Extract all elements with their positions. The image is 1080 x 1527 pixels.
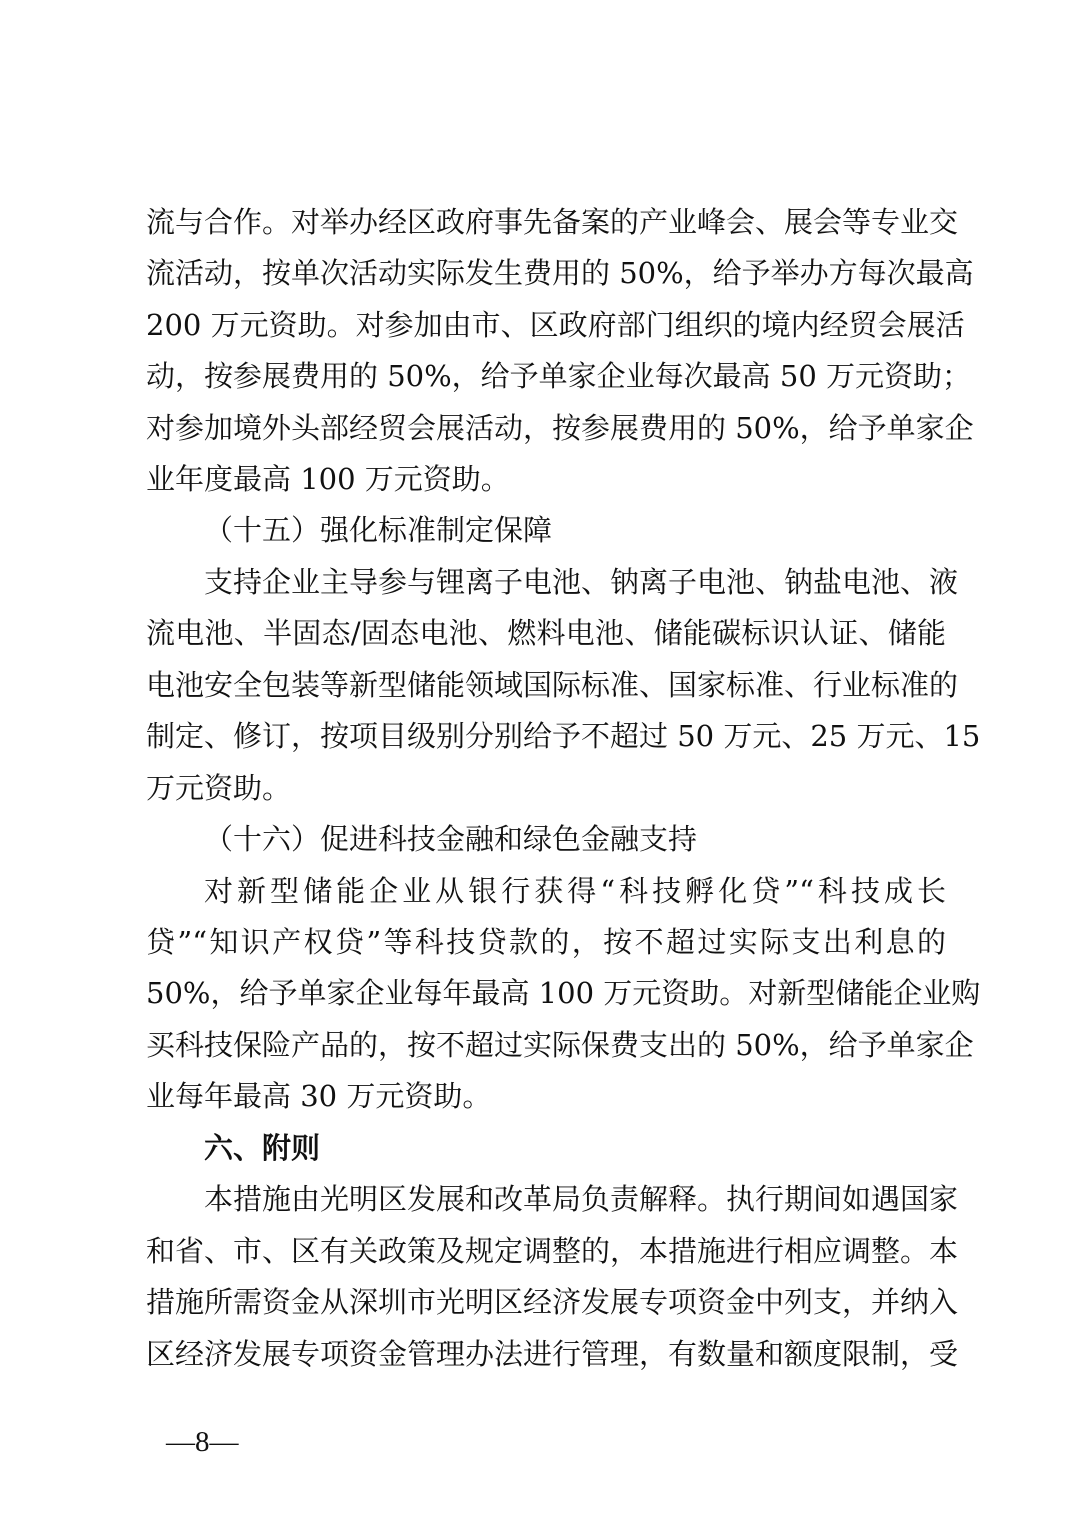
body-text-line: 50%，给予单家企业每年最高 100 万元资助。对新型储能企业购 — [146, 976, 981, 1010]
section-heading-16: （十六）促进科技金融和绿色金融支持 — [204, 822, 698, 856]
body-text-line: 200 万元资助。对参加由市、区政府部门组织的境内经贸会展活 — [146, 308, 965, 342]
body-text-line: 制定、修订，按项目级别分别给予不超过 50 万元、25 万元、15 — [146, 719, 981, 753]
page-number: —8— — [166, 1426, 239, 1458]
body-text-line: 业年度最高 100 万元资助。 — [146, 462, 510, 496]
body-text-line: 买科技保险产品的，按不超过实际保费支出的 50%，给予单家企 — [146, 1028, 974, 1062]
chapter-heading-appendix: 六、附则 — [204, 1131, 321, 1165]
body-text-line: 支持企业主导参与锂离子电池、钠离子电池、钠盐电池、液 — [204, 565, 959, 599]
body-text-line: 流与合作。对举办经区政府事先备案的产业峰会、展会等专业交 — [146, 205, 959, 239]
body-text-line: 流电池、半固态/固态电池、燃料电池、储能碳标识认证、储能 — [146, 616, 946, 650]
body-text-line: 业每年最高 30 万元资助。 — [146, 1079, 492, 1113]
body-text-line: 措施所需资金从深圳市光明区经济发展专项资金中列支，并纳入 — [146, 1285, 959, 1319]
body-text-line: 本措施由光明区发展和改革局负责解释。执行期间如遇国家 — [204, 1182, 959, 1216]
body-text-line: 贷”“知识产权贷”等科技贷款的，按不超过实际支出利息的 — [146, 925, 946, 959]
body-text-line: 万元资助。 — [146, 771, 292, 805]
body-text-line: 区经济发展专项资金管理办法进行管理，有数量和额度限制，受 — [146, 1337, 959, 1371]
body-text-line: 对新型储能企业从银行获得“科技孵化贷”“科技成长 — [204, 874, 946, 908]
body-text-line: 电池安全包装等新型储能领域国际标准、国家标准、行业标准的 — [146, 668, 959, 702]
section-heading-15: （十五）强化标准制定保障 — [204, 513, 553, 547]
body-text-line: 和省、市、区有关政策及规定调整的，本措施进行相应调整。本 — [146, 1234, 959, 1268]
body-text-line: 流活动，按单次活动实际发生费用的 50%，给予举办方每次最高 — [146, 256, 974, 290]
body-text-line: 动，按参展费用的 50%，给予单家企业每次最高 50 万元资助； — [146, 359, 972, 393]
body-text-line: 对参加境外头部经贸会展活动，按参展费用的 50%，给予单家企 — [146, 411, 974, 445]
